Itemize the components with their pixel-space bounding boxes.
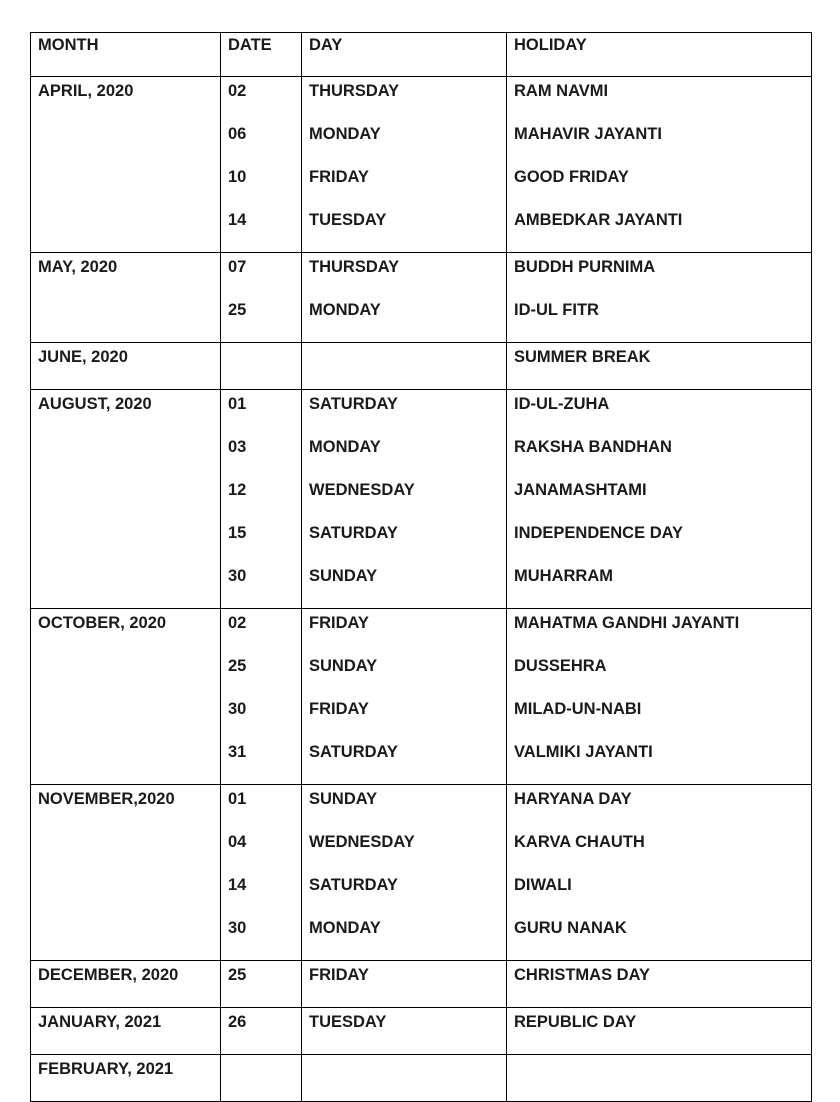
holiday-name: DIWALI — [514, 876, 572, 894]
month-cell — [31, 77, 221, 253]
header-date — [221, 33, 302, 77]
day-value: FRIDAY — [309, 700, 369, 718]
header-holiday — [507, 33, 812, 77]
month-cell-content — [31, 785, 220, 831]
table-row — [31, 253, 812, 343]
date-cell-content — [221, 785, 301, 960]
date-value: 04 — [228, 833, 247, 851]
table-body — [31, 77, 812, 1102]
date-value: 07 — [228, 258, 247, 276]
month-cell — [31, 343, 221, 390]
table-row — [31, 343, 812, 390]
month-label: OCTOBER, 2020 — [38, 614, 167, 632]
holiday-name: DUSSEHRA — [514, 657, 607, 675]
day-value: WEDNESDAY — [309, 833, 415, 851]
month-label: NOVEMBER,2020 — [38, 790, 175, 808]
date-cell — [221, 1008, 302, 1055]
day-cell-content — [302, 253, 506, 342]
month-cell — [31, 253, 221, 343]
month-label: JUNE, 2020 — [38, 348, 128, 366]
day-value: THURSDAY — [309, 258, 400, 276]
holiday-name: HARYANA DAY — [514, 790, 632, 808]
holiday-name: GURU NANAK — [514, 919, 627, 937]
holiday-cell — [507, 609, 812, 785]
day-value: TUESDAY — [309, 1013, 387, 1031]
day-cell-content — [302, 1055, 506, 1101]
holiday-name: MAHATMA GANDHI JAYANTI — [514, 614, 740, 632]
day-value: WEDNESDAY — [309, 481, 415, 499]
month-cell-content — [31, 253, 220, 299]
day-value — [309, 1058, 499, 1101]
table-row — [31, 1008, 812, 1055]
day-cell — [302, 390, 507, 609]
month-label: APRIL, 2020 — [38, 82, 134, 100]
header-row — [31, 33, 812, 77]
holiday-cell — [507, 77, 812, 253]
month-label: AUGUST, 2020 — [38, 395, 152, 413]
holiday-cell-content — [507, 785, 811, 960]
holiday-cell-content — [507, 1008, 811, 1054]
date-value: 26 — [228, 1013, 247, 1031]
day-value: SATURDAY — [309, 395, 398, 413]
date-cell — [221, 785, 302, 961]
holiday-cell — [507, 785, 812, 961]
day-value: THURSDAY — [309, 82, 400, 100]
holiday-name: GOOD FRIDAY — [514, 168, 629, 186]
month-label: MAY, 2020 — [38, 258, 118, 276]
holiday-name: RAM NAVMI — [514, 82, 609, 100]
date-value: 03 — [228, 438, 247, 456]
date-value: 14 — [228, 876, 247, 894]
month-cell — [31, 1008, 221, 1055]
month-cell — [31, 1055, 221, 1102]
month-label: JANUARY, 2021 — [38, 1013, 162, 1031]
holiday-cell-content — [507, 77, 811, 252]
date-cell-content — [221, 609, 301, 784]
holiday-cell — [507, 1008, 812, 1055]
day-value: FRIDAY — [309, 614, 369, 632]
day-cell — [302, 1008, 507, 1055]
date-cell — [221, 609, 302, 785]
date-value: 31 — [228, 743, 247, 761]
holiday-table — [30, 32, 812, 1102]
holiday-cell — [507, 343, 812, 390]
holiday-cell-content — [507, 343, 811, 389]
day-cell-content — [302, 1008, 506, 1054]
table-row — [31, 1055, 812, 1102]
holiday-cell — [507, 1055, 812, 1102]
month-cell — [31, 609, 221, 785]
holiday-cell-content — [507, 253, 811, 342]
day-value: FRIDAY — [309, 966, 369, 984]
day-cell-content — [302, 77, 506, 252]
date-cell-content — [221, 343, 301, 389]
table-header — [31, 33, 812, 77]
day-value: SUNDAY — [309, 790, 378, 808]
holiday-cell — [507, 390, 812, 609]
holiday-name: RAKSHA BANDHAN — [514, 438, 672, 456]
date-value: 01 — [228, 790, 247, 808]
header-holiday-label: HOLIDAY — [514, 36, 587, 54]
holiday-name: JANAMASHTAMI — [514, 481, 647, 499]
date-value: 25 — [228, 301, 247, 319]
day-value — [309, 346, 499, 389]
header-day-label: DAY — [309, 36, 343, 54]
date-value — [228, 346, 294, 389]
date-value: 15 — [228, 524, 247, 542]
day-cell-content — [302, 785, 506, 960]
month-cell — [31, 785, 221, 961]
holiday-name: VALMIKI JAYANTI — [514, 743, 653, 761]
date-cell — [221, 390, 302, 609]
holiday-name: CHRISTMAS DAY — [514, 966, 650, 984]
holiday-name: ID-UL-ZUHA — [514, 395, 610, 413]
date-value: 06 — [228, 125, 247, 143]
holiday-name: SUMMER BREAK — [514, 348, 651, 366]
header-month-label: MONTH — [38, 36, 99, 54]
holiday-name: MAHAVIR JAYANTI — [514, 125, 662, 143]
day-cell — [302, 1055, 507, 1102]
day-cell-content — [302, 609, 506, 784]
date-value: 10 — [228, 168, 247, 186]
holiday-cell — [507, 961, 812, 1008]
day-value: SATURDAY — [309, 876, 398, 894]
day-value: FRIDAY — [309, 168, 369, 186]
day-cell — [302, 253, 507, 343]
holiday-cell-content — [507, 609, 811, 784]
day-cell-content — [302, 343, 506, 389]
holiday-name: KARVA CHAUTH — [514, 833, 645, 851]
month-cell-content — [31, 390, 220, 436]
holiday-name: ID-UL FITR — [514, 301, 599, 319]
month-label: FEBRUARY, 2021 — [38, 1060, 174, 1078]
day-cell — [302, 785, 507, 961]
day-cell — [302, 77, 507, 253]
day-value: SUNDAY — [309, 567, 378, 585]
table-row — [31, 390, 812, 609]
holiday-name: AMBEDKAR JAYANTI — [514, 211, 683, 229]
table-row — [31, 609, 812, 785]
month-cell-content — [31, 1055, 220, 1101]
holiday-cell-content — [507, 1055, 811, 1101]
date-value: 30 — [228, 567, 247, 585]
holiday-cell — [507, 253, 812, 343]
date-value: 25 — [228, 966, 247, 984]
holiday-cell-content — [507, 390, 811, 608]
month-cell — [31, 390, 221, 609]
month-cell-content — [31, 609, 220, 655]
date-cell-content — [221, 1008, 301, 1054]
day-value: SATURDAY — [309, 743, 398, 761]
holiday-cell-content — [507, 961, 811, 1007]
date-value: 01 — [228, 395, 247, 413]
date-value: 02 — [228, 614, 247, 632]
holiday-name: REPUBLIC DAY — [514, 1013, 637, 1031]
month-label: DECEMBER, 2020 — [38, 966, 179, 984]
holiday-name: BUDDH PURNIMA — [514, 258, 656, 276]
table-row — [31, 785, 812, 961]
month-cell-content — [31, 1008, 220, 1054]
date-value: 30 — [228, 700, 247, 718]
header-date-label: DATE — [228, 36, 272, 54]
header-month — [31, 33, 221, 77]
day-value: SUNDAY — [309, 657, 378, 675]
day-value: MONDAY — [309, 301, 381, 319]
header-day — [302, 33, 507, 77]
date-cell-content — [221, 390, 301, 608]
day-cell — [302, 961, 507, 1008]
day-cell-content — [302, 390, 506, 608]
month-cell-content — [31, 961, 220, 1007]
table-row — [31, 77, 812, 253]
day-value: MONDAY — [309, 919, 381, 937]
date-cell — [221, 343, 302, 390]
day-value: TUESDAY — [309, 211, 387, 229]
day-cell-content — [302, 961, 506, 1007]
day-value: MONDAY — [309, 438, 381, 456]
month-cell — [31, 961, 221, 1008]
date-cell-content — [221, 77, 301, 252]
day-cell — [302, 343, 507, 390]
date-cell — [221, 1055, 302, 1102]
day-cell — [302, 609, 507, 785]
date-value: 14 — [228, 211, 247, 229]
date-value — [228, 1058, 294, 1101]
holiday-name: MUHARRAM — [514, 567, 613, 585]
date-cell-content — [221, 961, 301, 1007]
table-row — [31, 961, 812, 1008]
date-cell — [221, 253, 302, 343]
date-value: 30 — [228, 919, 247, 937]
date-cell — [221, 961, 302, 1008]
date-cell — [221, 77, 302, 253]
date-cell-content — [221, 1055, 301, 1101]
day-value: MONDAY — [309, 125, 381, 143]
date-cell-content — [221, 253, 301, 342]
month-cell-content — [31, 77, 220, 123]
date-value: 12 — [228, 481, 247, 499]
holiday-name: MILAD-UN-NABI — [514, 700, 642, 718]
holiday-name — [514, 1058, 804, 1101]
date-value: 02 — [228, 82, 247, 100]
holiday-name: INDEPENDENCE DAY — [514, 524, 684, 542]
date-value: 25 — [228, 657, 247, 675]
month-cell-content — [31, 343, 220, 389]
day-value: SATURDAY — [309, 524, 398, 542]
